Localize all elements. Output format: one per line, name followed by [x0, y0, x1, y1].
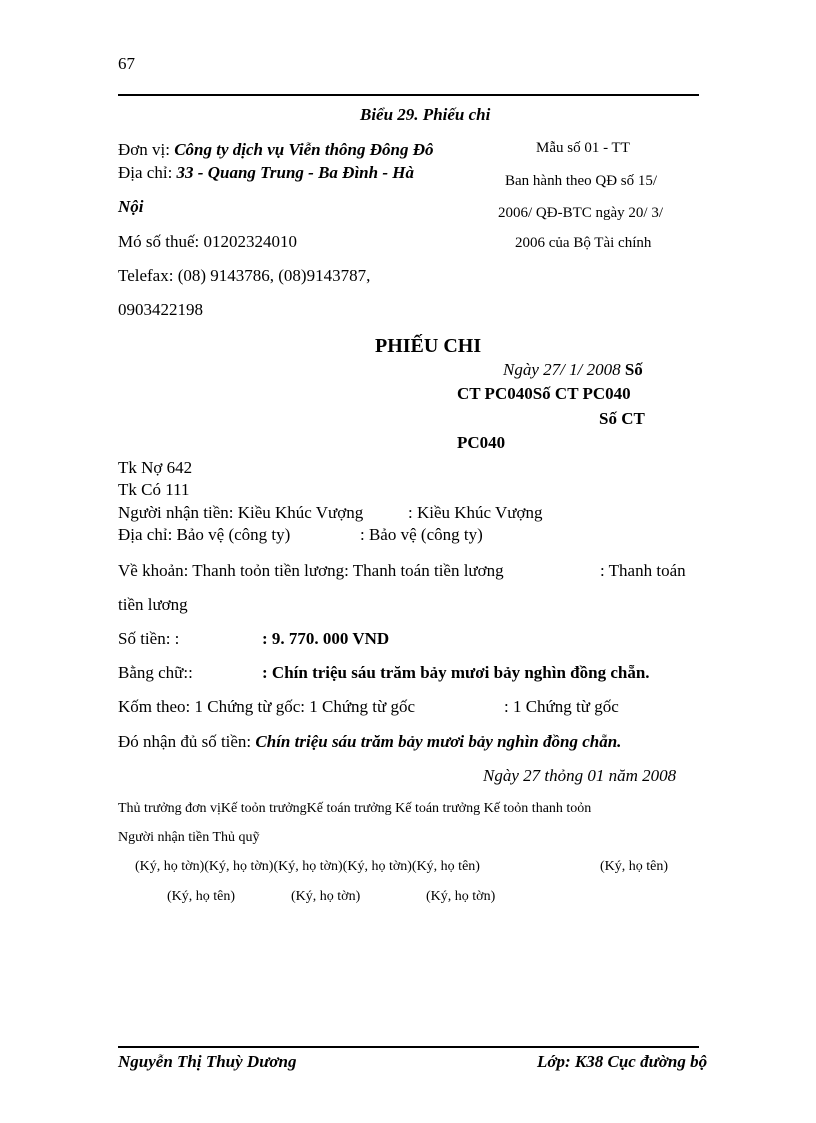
signature-hint-line1: (Ký, họ tờn)(Ký, họ tờn)(Ký, họ tờn)(Ký, họ tờn)(Ký, họ tên) [135, 859, 480, 874]
amount-words-label: Bằng chữ:: [118, 663, 193, 682]
signature-date: Ngày 27 thỏng 01 năm 2008 [483, 766, 677, 785]
received-line [118, 732, 621, 752]
form-ref-line1: Mẫu số 01 - TT [536, 140, 630, 156]
amount-label: Số tiền: : [118, 629, 180, 648]
amount-words-value: : Chín triệu sáu trăm bảy mươi bảy nghìn đồng chẵn. [262, 663, 650, 682]
voucher-so-label: Số [624, 360, 643, 379]
signature-hint-3: (Ký, họ tờn) [426, 889, 496, 904]
form-ref-line3: 2006/ QĐ-BTC ngày 20/ 3/ [498, 205, 663, 221]
telefax-line1: Telefax: (08) 9143786, (08)9143787, [118, 266, 371, 285]
address-value: 33 - Quang Trung - Ba Đình - Hà [176, 163, 414, 182]
voucher-number-line3: PC040 [457, 433, 506, 452]
amount-value: : 9. 770. 000 VND [262, 629, 390, 648]
form-caption: Biểu 29. Phiếu chi [360, 105, 491, 124]
reason-dup: : Thanh toán [600, 561, 686, 580]
recipient-label: Người nhận tiền: Kiều Khúc Vượng [118, 503, 364, 522]
signature-hint-1: (Ký, họ tên) [167, 889, 236, 904]
recipient-address-label: Địa chỉ: Bảo vệ (công ty) [118, 525, 291, 544]
unit-value: Công ty dịch vụ Viễn thông Đông Đô [174, 140, 434, 159]
signers-line2: Người nhận tiền Thủ quỹ [118, 830, 260, 845]
signature-hint-2: (Ký, họ tờn) [291, 889, 361, 904]
address-line [118, 163, 414, 183]
received-value: Chín triệu sáu trăm bảy mươi bảy nghìn đồng chẵn. [255, 732, 622, 751]
recipient-dup: : Kiều Khúc Vượng [408, 503, 543, 522]
form-ref-line4: 2006 của Bộ Tài chính [515, 235, 652, 251]
reason-cont: tiền lương [118, 595, 188, 614]
address-value-cont: Nội [118, 197, 144, 216]
signers-line1: Thủ trưởng đơn vịKế toỏn trưởngKế toán trưởng Kế toán trưởng Kế toỏn thanh toỏn [118, 801, 592, 816]
form-ref-line2: Ban hành theo QĐ số 15/ [505, 173, 658, 189]
header-rule [118, 94, 699, 96]
tax-code: Mó số thuế: 01202324010 [118, 232, 297, 251]
signature-hint-end: (Ký, họ tên) [600, 859, 669, 874]
account-credit: Tk Có 111 [118, 480, 190, 499]
telefax-line2: 0903422198 [118, 300, 203, 319]
footer-rule [118, 1046, 699, 1048]
reason-label: Về khoản: Thanh toỏn tiền lương: Thanh toán tiền lương [118, 561, 504, 580]
unit-line [118, 140, 434, 160]
unit-label: Đơn vị: [118, 140, 175, 159]
voucher-number-line1: CT PC040Số CT PC040 [457, 384, 631, 403]
document-title: PHIẾU CHI [375, 335, 482, 357]
voucher-date: Ngày 27/ 1/ 2008 [503, 360, 621, 379]
page-number: 67 [118, 54, 135, 73]
footer-class: Lớp: K38 Cục đường bộ [537, 1052, 708, 1071]
received-label: Đó nhận đủ số tiền: [118, 732, 256, 751]
recipient-address-dup: : Bảo vệ (công ty) [360, 525, 483, 544]
attached-dup: : 1 Chứng từ gốc [504, 697, 619, 716]
attached-label: Kốm theo: 1 Chứng từ gốc: 1 Chứng từ gốc [118, 697, 416, 716]
voucher-date-line [503, 360, 643, 380]
voucher-number-line2: Số CT [599, 409, 645, 428]
account-debit: Tk Nợ 642 [118, 458, 193, 477]
footer-author: Nguyễn Thị Thuỳ Dương [118, 1052, 297, 1071]
address-label: Địa chỉ: [118, 163, 177, 182]
